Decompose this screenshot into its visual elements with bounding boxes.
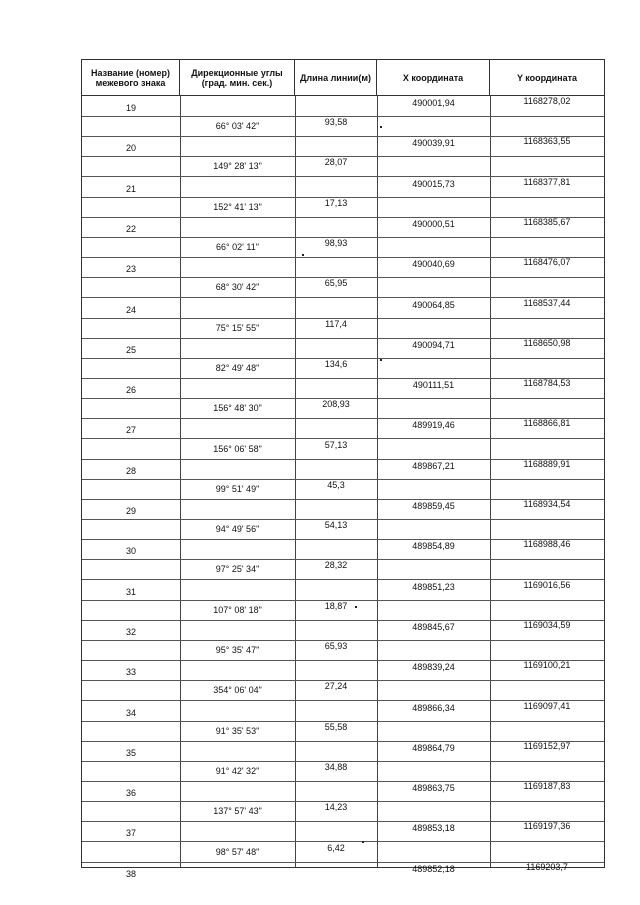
directional-angle-cell: 156° 48' 30" <box>213 403 262 413</box>
mark-number: 24 <box>125 305 136 315</box>
table-body <box>82 96 604 879</box>
mark-number: 19 <box>125 103 136 113</box>
directional-angle-cell: 137° 57' 43" <box>213 806 262 816</box>
mark-number: 33 <box>125 667 136 677</box>
mark-number: 26 <box>125 385 136 395</box>
x-coordinate-cell: 490111,51 <box>412 380 455 390</box>
x-coordinate-cell: 489851,23 <box>412 582 455 592</box>
directional-angle-cell: 91° 35' 53" <box>215 726 260 736</box>
x-coordinate-cell: 490094,71 <box>412 340 455 350</box>
line-length-cell: 28,07 <box>324 157 348 167</box>
directional-angle-cell: 98° 57' 48" <box>215 847 260 857</box>
y-coordinate-cell: 1168934,54 <box>523 499 571 509</box>
mark-number: 23 <box>125 264 136 274</box>
scan-speck <box>362 841 364 843</box>
line-length-cell: 55,58 <box>324 722 348 732</box>
row-divider <box>82 438 604 439</box>
y-coordinate-cell: 1168537,44 <box>523 298 571 308</box>
y-coordinate-cell: 1169100,21 <box>523 660 571 670</box>
table-header <box>82 60 604 96</box>
mark-number: 35 <box>125 748 136 758</box>
x-coordinate-cell: 490040,69 <box>412 259 455 269</box>
scan-speck <box>380 126 382 128</box>
y-coordinate-cell: 1168784,53 <box>523 378 571 388</box>
mark-number: 27 <box>125 425 136 435</box>
mark-number: 20 <box>125 143 136 153</box>
mark-number: 22 <box>125 224 136 234</box>
line-length-cell: 6,42 <box>327 843 345 853</box>
directional-angle-cell: 95° 35' 47" <box>215 645 260 655</box>
x-coordinate-cell: 490039,91 <box>412 138 455 148</box>
x-coordinate-cell: 489919,46 <box>412 420 455 430</box>
column-divider <box>490 96 491 867</box>
line-length-cell: 93,58 <box>324 117 348 127</box>
y-coordinate-cell: 1169187,83 <box>523 781 571 791</box>
boundary-marks-table <box>81 59 605 879</box>
x-coordinate-cell: 489863,75 <box>412 783 455 793</box>
mark-number: 36 <box>125 788 136 798</box>
line-length-cell: 54,13 <box>324 520 348 530</box>
line-length-cell: 45,3 <box>327 480 345 490</box>
header-mark-name: Название (номер) межевого знака <box>82 60 180 95</box>
line-length-cell: 208,93 <box>322 399 350 409</box>
line-length-cell: 98,93 <box>324 238 348 248</box>
directional-angle-cell: 68° 30' 42" <box>215 282 260 292</box>
line-length-cell: 57,13 <box>324 440 348 450</box>
mark-number: 37 <box>125 828 136 838</box>
y-coordinate-cell: 1168278,02 <box>523 96 571 106</box>
x-coordinate-cell: 489859,45 <box>412 501 455 511</box>
directional-angle-cell: 99° 51' 49" <box>215 484 260 494</box>
y-coordinate-cell: 1169097,41 <box>523 701 571 711</box>
scan-speck <box>380 359 382 361</box>
y-coordinate-cell: 1169197,36 <box>523 821 571 831</box>
x-coordinate-cell: 490015,73 <box>412 179 455 189</box>
directional-angle-cell: 354° 06' 04" <box>213 685 262 695</box>
x-coordinate-cell: 489854,89 <box>412 541 455 551</box>
mark-number: 34 <box>125 708 136 718</box>
header-y-coordinate: Y координата <box>516 72 578 83</box>
row-divider <box>82 841 604 842</box>
directional-angle-cell: 97° 25' 34" <box>215 564 260 574</box>
header-x-coordinate: Х координата <box>377 60 490 95</box>
line-length-cell: 65,95 <box>324 278 348 288</box>
line-length-cell: 18,87 <box>324 601 348 611</box>
line-length-cell: 27,24 <box>324 681 348 691</box>
mark-number: 32 <box>125 627 136 637</box>
y-coordinate-cell: 1168650,98 <box>523 338 571 348</box>
directional-angle-cell: 156° 06' 58" <box>213 444 262 454</box>
y-coordinate-cell: 1168866,81 <box>523 418 571 428</box>
line-length-cell: 34,88 <box>324 762 348 772</box>
x-coordinate-cell: 489867,21 <box>412 461 455 471</box>
scan-speck <box>355 606 357 608</box>
directional-angle-cell: 66° 02' 11" <box>216 242 259 252</box>
y-coordinate-cell: 1168377,81 <box>523 177 571 187</box>
mark-number: 21 <box>125 184 136 194</box>
x-coordinate-cell: 489864,79 <box>412 743 455 753</box>
y-coordinate-cell: 1169203,7 <box>526 862 568 872</box>
y-coordinate-cell: 1169016,56 <box>523 580 571 590</box>
directional-angle-cell: 94° 49' 56" <box>215 524 260 534</box>
x-coordinate-cell: 489845,67 <box>412 622 455 632</box>
y-coordinate-cell: 1168476,07 <box>523 257 571 267</box>
y-coordinate-cell: 1168385,67 <box>523 217 571 227</box>
directional-angle-cell: 82° 49' 48" <box>215 363 260 373</box>
x-coordinate-cell: 489852,18 <box>412 864 455 874</box>
y-coordinate-cell: 1168988,46 <box>523 539 571 549</box>
header-directional-angles: Дирекционные углы (град. мин. сек.) <box>180 60 295 95</box>
y-coordinate-cell: 1168363,55 <box>523 136 571 146</box>
mark-number: 38 <box>125 869 136 879</box>
directional-angle-cell: 66° 03' 42" <box>215 121 260 131</box>
line-length-cell: 14,23 <box>324 802 348 812</box>
mark-number: 28 <box>125 466 136 476</box>
scan-speck <box>302 254 304 256</box>
line-length-cell: 28,32 <box>324 560 348 570</box>
line-length-cell: 65,93 <box>324 641 348 651</box>
x-coordinate-cell: 490001,94 <box>412 98 455 108</box>
line-length-cell: 17,13 <box>324 198 348 208</box>
directional-angle-cell: 152° 41' 13" <box>213 202 262 212</box>
line-length-cell: 117,4 <box>325 319 347 329</box>
directional-angle-cell: 107° 08' 18" <box>213 605 262 615</box>
directional-angle-cell: 149° 28' 13" <box>213 161 262 171</box>
y-coordinate-cell: 1169152,97 <box>523 741 571 751</box>
x-coordinate-cell: 489839,24 <box>412 662 455 672</box>
mark-number: 25 <box>125 345 136 355</box>
x-coordinate-cell: 489866,34 <box>412 703 455 713</box>
header-line-length: Длина линии(м) <box>295 60 377 95</box>
mark-number: 31 <box>125 587 136 597</box>
directional-angle-cell: 75° 15' 55" <box>215 323 260 333</box>
y-coordinate-cell: 1168889,91 <box>523 459 571 469</box>
directional-angle-cell: 91° 42' 32" <box>215 766 260 776</box>
y-coordinate-cell: 1169034,59 <box>523 620 571 630</box>
mark-number: 29 <box>125 506 136 516</box>
x-coordinate-cell: 490000,51 <box>412 219 455 229</box>
x-coordinate-cell: 490064,85 <box>412 300 455 310</box>
x-coordinate-cell: 489853,18 <box>412 823 455 833</box>
line-length-cell: 134,6 <box>324 359 348 369</box>
mark-number: 30 <box>125 546 136 556</box>
